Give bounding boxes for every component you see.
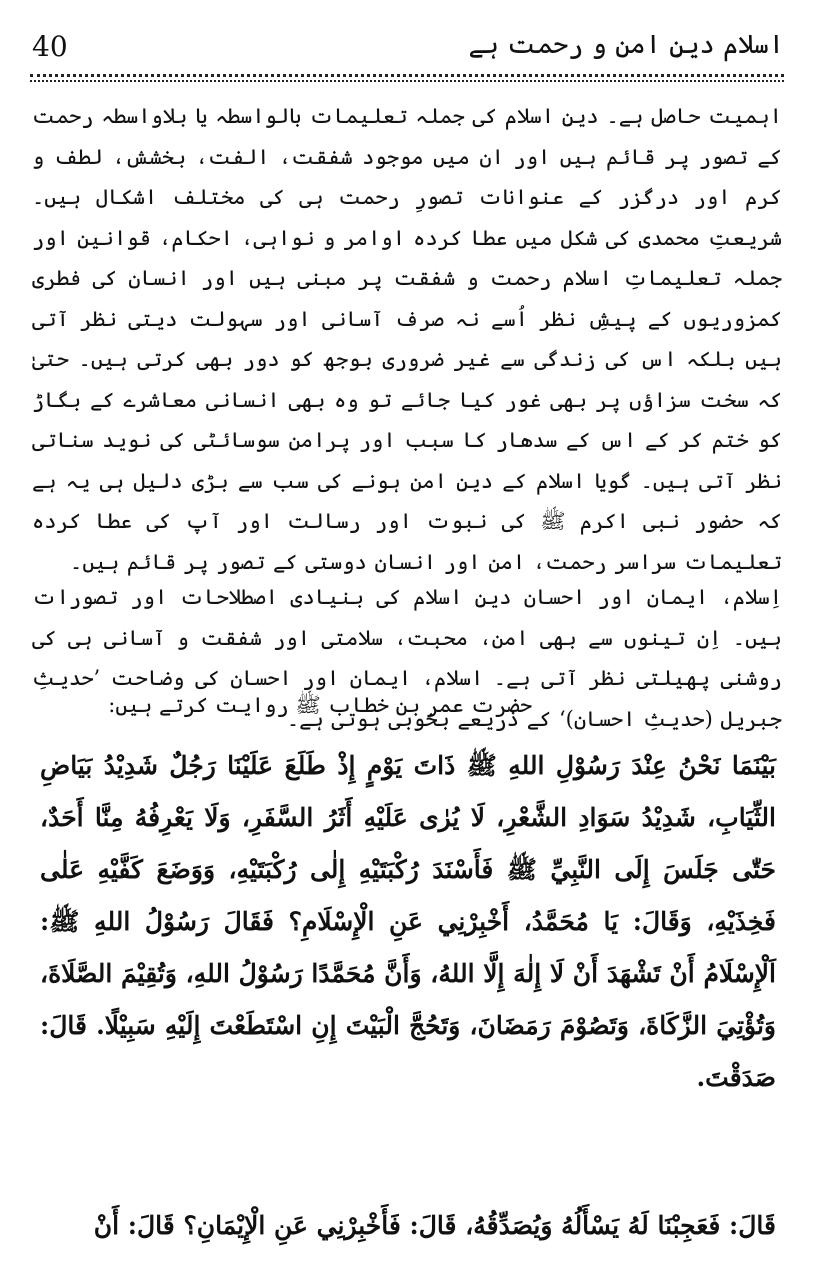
arabic-hadith-text [40, 740, 776, 1104]
paragraph-text: اِسلام، ایمان اور احسان دینِ اسلام کی بنیادی اصطلاحات اور تصورات ہیں۔ اِن تینوں سے بھی امن، محبت، سلامتی اور شفقت و آسانی ہی کی روشنی پھیلتی نظر آتی ہے۔ اسلام، ایمان اور احسان کی وضاحت ’حدیثِ جبریل (حدیثِ احسان)‘ کے ذریعے بخوبی ہوتی ہے۔ [32, 585, 782, 731]
hadith-attribution [32, 685, 782, 725]
page-header [30, 24, 784, 70]
page-number: 40 [32, 30, 68, 63]
arabic-text: قَالَ: فَعَجِبْنَا لَهُ يَسْأَلُهُ وَيُصَدِّقُهُ، قَالَ: فَأَخْبِرْنِي عَنِ الْإِيْمَانِ؟ قَالَ: أَنْ [93, 1211, 776, 1240]
body-paragraph-1 [32, 96, 782, 582]
attribution-text: حضرت عمر بن خطاب ﷺ روایت کرتے ہیں: [108, 693, 532, 717]
paragraph-text: اہمیت حاصل ہے۔ دینِ اسلام کی جملہ تعلیمات بالواسطہ یا بلاواسطہ رحمت کے تصور پر قائم ہیں اور ان میں موجود شفقت، الفت، بخشش، لطف و کرم اور درگزر کے عنوانات تصورِ رحمت ہی کی مختلف اشکال ہیں۔ شریعتِ محمدی کی شکل میں عطا کردہ اوامر و نواہی، احکام، قوانین اور جملہ تعلیماتِ اسلام رحمت و شفقت پر مبنی ہیں اور انسان کی فطری کمزوریوں کے پیشِ نظر اُسے نہ صرف آسانی اور سہولت دیتی نظر آتی ہیں بلکہ اس کی زندگی سے غیر ضروری بوجھ کو دور بھی کرتی ہیں۔ حتیٰ کہ سخت سزاؤں پر بھی غور کیا جائے تو وہ بھی انسانی معاشرے کے بگاڑ کو ختم کر کے اس کے سدھار کا سبب اور پرامن سوسائٹی کی نوید سناتی نظر آتی ہیں۔ گویا اسلام کے دینِ امن ہونے کی سب سے بڑی دلیل ہی یہ ہے کہ حضور نبی اکرم ﷺ کی نبوت اور رسالت اور آپ کی عطا کردہ تعلیمات سراسر رحمت، امن اور انسان دوستی کے تصور پر قائم ہیں۔ [32, 104, 782, 574]
running-title: اسلام دینِ امن و رحمت ہے [468, 30, 784, 60]
arabic-hadith-continuation [38, 1200, 776, 1252]
header-divider [30, 74, 784, 77]
arabic-text: بَيْنَمَا نَحْنُ عِنْدَ رَسُوْلِ اللهِ ﷺ ذَاتَ يَوْمٍ إِذْ طَلَعَ عَلَيْنَا رَجُلٌ شَدِيْدُ بَيَاضِ الثِّيَابِ، شَدِيْدُ سَوَادِ الشَّعْرِ، لَا يُرٰى عَلَيْهِ أَثَرُ السَّفَرِ، وَلَا يَعْرِفُهُ مِنَّا أَحَدٌ، حَتّٰى جَلَسَ إِلَى النَّبِيِّ ﷺ فَأَسْنَدَ رُكْبَتَيْهِ إِلٰى رُكْبَتَيْهِ، وَوَضَعَ كَفَّيْهِ عَلٰى فَخِذَيْهِ، وَقَالَ: يَا مُحَمَّدُ، أَخْبِرْنِي عَنِ الْإِسْلَامِ؟ فَقَالَ رَسُوْلُ اللهِ ﷺ: اَلْإِسْلَامُ أَنْ تَشْهَدَ أَنْ لَا إِلٰهَ إِلَّا اللهُ، وَأَنَّ مُحَمَّدًا رَسُوْلُ اللهِ، وَتُقِيْمَ الصَّلَاةَ، وَتُؤْتِيَ الزَّكَاةَ، وَتَصُوْمَ رَمَضَانَ، وَتَحُجَّ الْبَيْتَ إِنِ اسْتَطَعْتَ إِلَيْهِ سَبِيْلًا. قَالَ: صَدَقْتَ. [40, 751, 776, 1092]
header-divider-secondary [30, 80, 784, 82]
